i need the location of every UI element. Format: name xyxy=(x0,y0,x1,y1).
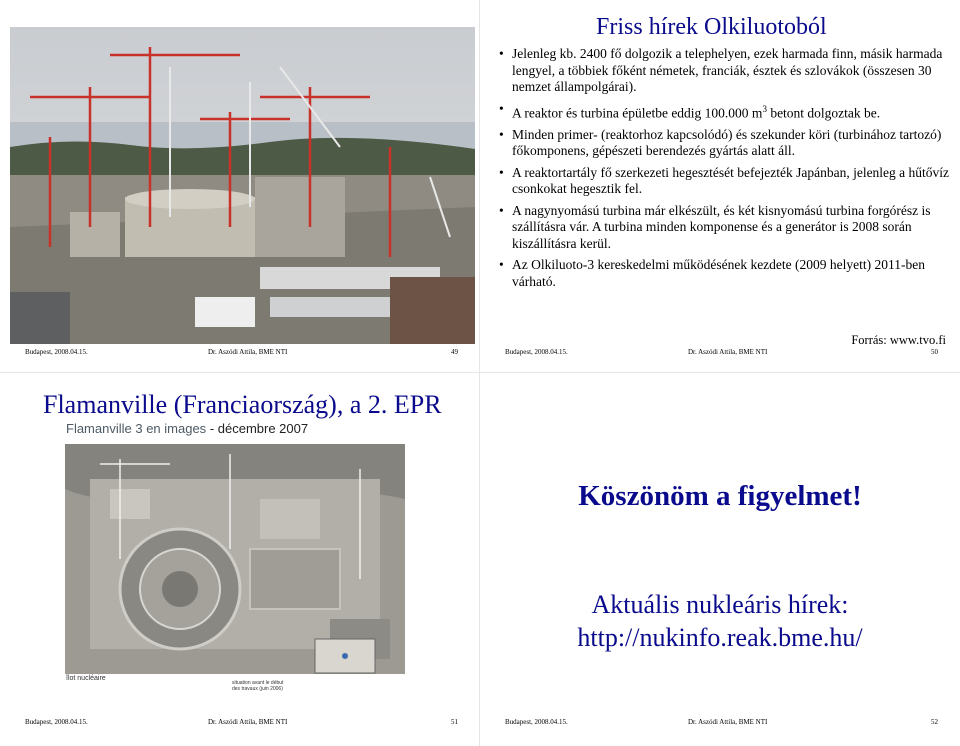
slide-50 xyxy=(480,0,960,373)
bullet-icon: • xyxy=(499,46,504,61)
bullet-icon: • xyxy=(499,100,504,116)
slide-49 xyxy=(0,0,480,373)
page-number: 50 xyxy=(931,348,938,356)
news-block xyxy=(480,588,960,654)
footer-date: Budapest, 2008.04.15. xyxy=(25,348,88,356)
bullet-text: Jelenleg kb. 2400 fő dolgozik a telephelyen, ezek harmada finn, másik harmada lengyel, a többiek főként németek, franciák, észtek és szlovákok (összesen 30 nemzet állampolgárai). xyxy=(512,46,943,94)
list-item xyxy=(499,127,959,160)
slide-title: Flamanville (Franciaország), a 2. EPR xyxy=(43,390,442,419)
olkiluoto-construction-photo xyxy=(10,27,475,344)
bullet-icon: • xyxy=(499,164,504,180)
page-number: 49 xyxy=(451,348,458,356)
thanks-heading: Köszönöm a figyelmet! xyxy=(578,480,862,512)
slide-footer xyxy=(0,348,480,360)
bullet-icon: • xyxy=(499,126,504,142)
bullet-text: Az Olkiluoto-3 kereskedelmi működésének kezdete (2009 helyett) 2011-ben várható. xyxy=(512,257,925,289)
footer-date: Budapest, 2008.04.15. xyxy=(505,718,568,726)
slide-footer xyxy=(480,718,960,730)
photo-header-title: Flamanville 3 en images xyxy=(66,421,207,436)
flamanville-aerial-photo xyxy=(60,439,410,699)
caption-nuclear-island: îlot nucléaire xyxy=(66,675,106,682)
footer-author: Dr. Aszódi Attila, BME NTI xyxy=(208,718,288,726)
slide-footer xyxy=(0,718,480,730)
list-item xyxy=(499,46,959,96)
bullet-text: Minden primer- (reaktorhoz kapcsolódó) és szekunder köri (turbinához tartozó) főkomponens, gépészeti berendezés gyártás alatt áll. xyxy=(512,126,942,158)
superscript: 3 xyxy=(762,103,767,114)
bullet-text: A reaktortartály fő szerkezeti hegesztését befejezték Japánban, jelenleg a hűtővíz csonkokat hegesztik fel. xyxy=(512,164,950,196)
list-item xyxy=(499,165,959,198)
bullet-icon: • xyxy=(499,257,504,272)
slide-footer xyxy=(480,348,960,360)
bullet-text: A reaktor és turbina épületbe eddig 100.000 m xyxy=(512,105,763,120)
footer-author: Dr. Aszódi Attila, BME NTI xyxy=(208,348,288,356)
footer-author: Dr. Aszódi Attila, BME NTI xyxy=(688,718,768,726)
news-title: Aktuális nukleáris hírek: xyxy=(591,590,849,619)
source-label: Forrás: www.tvo.fi xyxy=(851,333,946,347)
footer-author: Dr. Aszódi Attila, BME NTI xyxy=(688,348,768,356)
photo-header-date: - décembre 2007 xyxy=(209,421,309,436)
slide-51 xyxy=(0,373,480,746)
page-number: 52 xyxy=(931,718,938,726)
slide-title: Friss hírek Olkiluotoból xyxy=(596,14,827,40)
list-item xyxy=(499,203,959,253)
photo-header xyxy=(66,421,308,436)
slide-52 xyxy=(480,373,960,746)
list-item xyxy=(499,257,959,290)
bullet-text: A nagynyomású turbina már elkészült, és két kisnyomású turbina forgórész is szállításra vár. A turbina minden komponense és a generátor is 2008 során kiszállításra kerül. xyxy=(512,202,931,251)
footer-date: Budapest, 2008.04.15. xyxy=(505,348,568,356)
bullet-icon: • xyxy=(499,202,504,218)
news-url-link[interactable]: http://nukinfo.reak.bme.hu/ xyxy=(577,623,863,652)
bullet-text-rest: betont dolgoztak be. xyxy=(766,105,881,120)
list-item xyxy=(499,101,959,122)
caption-situation: situation avant le début des travaux (juin 2006) xyxy=(232,680,284,692)
bullet-list xyxy=(499,46,959,295)
footer-date: Budapest, 2008.04.15. xyxy=(25,718,88,726)
page-number: 51 xyxy=(451,718,458,726)
